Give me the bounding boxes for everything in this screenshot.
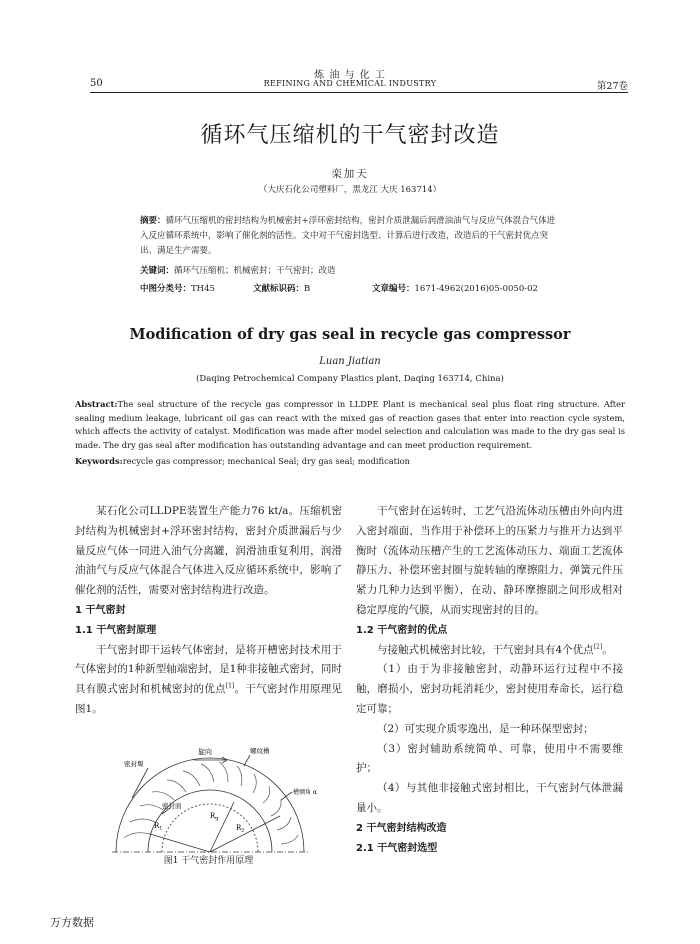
keywords-zh-text: 循环气压缩机；机械密封；干气密封；改造 <box>174 266 336 276</box>
figure-1-diagram <box>110 742 317 862</box>
paper-title-zh: 循环气压缩机的干气密封改造 <box>200 123 500 148</box>
keywords-en-text: recycle gas compressor; mechanical Seal; dry gas seal; modification <box>122 456 410 466</box>
label-r1: $R_1$ <box>154 822 163 832</box>
advantage-item-1: （1）由于为非接触密封，动静环运行过程中不接触，磨损小，密封功耗消耗少，密封使用寿命长，运行稳定可靠； <box>356 663 623 715</box>
label-spiral-groove: 螺纹槽 <box>250 747 270 755</box>
advantages-intro: 与接触式机械密封比较，干气密封具有4个优点[2]。 <box>377 643 613 656</box>
abstract-en-text: The seal structure of the recycle gas compressor in LLDPE Plant is mechanical seal plus float ring structure. After sealing medium leakage, lubricant oil gas can react with the mixed gas of reaction gases that enter into reaction cycle system, which affects the activity of catalyst. Modification was made after model selection and calculation was made to the dry gas seal is made. The dry gas seal after modification has outstanding advantage and can meet production requirement. <box>75 399 625 450</box>
volume-label: 第27卷 <box>596 81 628 92</box>
paper-title-en: Modification of dry gas seal in recycle gas compressor <box>129 326 571 343</box>
body-column-right <box>356 502 623 858</box>
seal-dam-arc <box>148 790 272 852</box>
abstract-zh-text: 循环气压缩机的密封结构为机械密封+浮环密封结构，密封介质泄漏后润滑油油气与反应气体混合气体进入反应循环系统中，影响了催化剂的活性。文中对干气密封选型、计算后进行改造，改造后的干气密封优点突出、满足生产需要。 <box>140 216 556 256</box>
abstract-zh-label: 摘要： <box>140 216 166 226</box>
intro-paragraph: 某石化公司LLDPE装置生产能力76 kt/a。压缩机密封结构为机械密封+浮环密封结构，密封介质泄漏后与少量反应气体一同进入油气分离罐，润滑油重复利用，润滑油油气与反应气体混合气体进入反应循环系统中，影响了催化剂的活性，需要对密封结构进行改造。 <box>75 505 342 597</box>
affiliation-zh: （大庆石化公司塑料厂，黑龙江 大庆 163714） <box>258 185 442 195</box>
document-code: 文献标识码：B <box>253 284 311 294</box>
journal-name-zh: 炼 油 与 化 工 <box>314 70 386 81</box>
abstract-en <box>75 398 625 452</box>
section-heading-1: 1 干气密封 <box>75 604 126 616</box>
figure-1-caption: 图1 干气密封作用原理 <box>163 856 254 866</box>
abstract-zh <box>140 214 560 259</box>
affiliation-en: (Daqing Petrochemical Company Plastics plant, Daqing 163714, China) <box>196 374 504 384</box>
principle-paragraph: 干气密封即干运转气体密封，是将开槽密封技术用于气体密封的1种新型轴端密封，是1种非接触式密封，同时具有膜式密封和机械密封的优点[1]。干气密封作用原理见图1。 <box>75 643 343 715</box>
advantage-item-4: （4）与其他非接触式密封相比，干气密封气体泄漏量小。 <box>356 782 623 814</box>
section-heading-1-2: 1.2 干气密封的优点 <box>356 624 448 636</box>
label-rg: $R_g$ <box>210 812 219 822</box>
label-r2: $R_2$ <box>236 824 245 834</box>
label-seal-face: 密封面 <box>162 802 182 810</box>
keywords-en <box>75 455 625 469</box>
operation-paragraph: 干气密封在运转时，工艺气沿流体动压槽由外向内进入密封端面，当作用于补偿环上的压紧力与推开力达到平衡时（流体动压槽产生的工艺流体动压力、端面工艺流体静压力、补偿环密封圈与旋转轴的摩擦阻力、弹簧元件压紧力几种力达到平衡），在动、静环摩擦副之间形成相对稳定厚度的气膜，从而实现密封的目的。 <box>356 505 623 616</box>
page-number: 50 <box>90 78 103 89</box>
keywords-zh <box>140 264 560 279</box>
section-heading-2: 2 干气密封结构改造 <box>356 822 447 834</box>
spiral-grooves <box>124 762 298 844</box>
keywords-en-label: Keywords: <box>75 456 123 466</box>
section-heading-2-1: 2.1 干气密封选型 <box>356 842 438 854</box>
keywords-zh-label: 关键词： <box>140 266 175 276</box>
citation-ref[interactable]: [2] <box>593 643 603 651</box>
advantage-item-3: （3）密封辅助系统简单、可靠，使用中不需要维护； <box>356 742 623 775</box>
abstract-en-label: Abstract: <box>75 399 118 409</box>
body-column-left <box>75 502 342 720</box>
label-seal-dam: 密封堰 <box>124 760 144 768</box>
author-en: Luan Jiatian <box>319 356 381 367</box>
article-number: 文章编号：1671-4962(2016)05-0050-02 <box>372 284 538 294</box>
label-groove-angle: 槽倾角 α <box>293 789 317 796</box>
advantage-item-2: （2）可实现介质零逸出，是一种环保型密封； <box>377 722 594 735</box>
radius-r1-line <box>150 834 210 852</box>
header-rule <box>90 92 628 93</box>
label-rotation: 旋向 <box>198 748 212 756</box>
section-heading-1-1: 1.1 干气密封原理 <box>75 624 157 636</box>
citation-ref[interactable]: [1] <box>225 682 235 690</box>
journal-name-en: REFINING AND CHEMICAL INDUSTRY <box>263 79 437 88</box>
author-zh: 栾加天 <box>331 168 369 180</box>
watermark-footer: 万方数据 <box>50 916 94 929</box>
clc-number: 中图分类号：TH45 <box>140 284 215 294</box>
radius-rg-line <box>210 802 234 852</box>
